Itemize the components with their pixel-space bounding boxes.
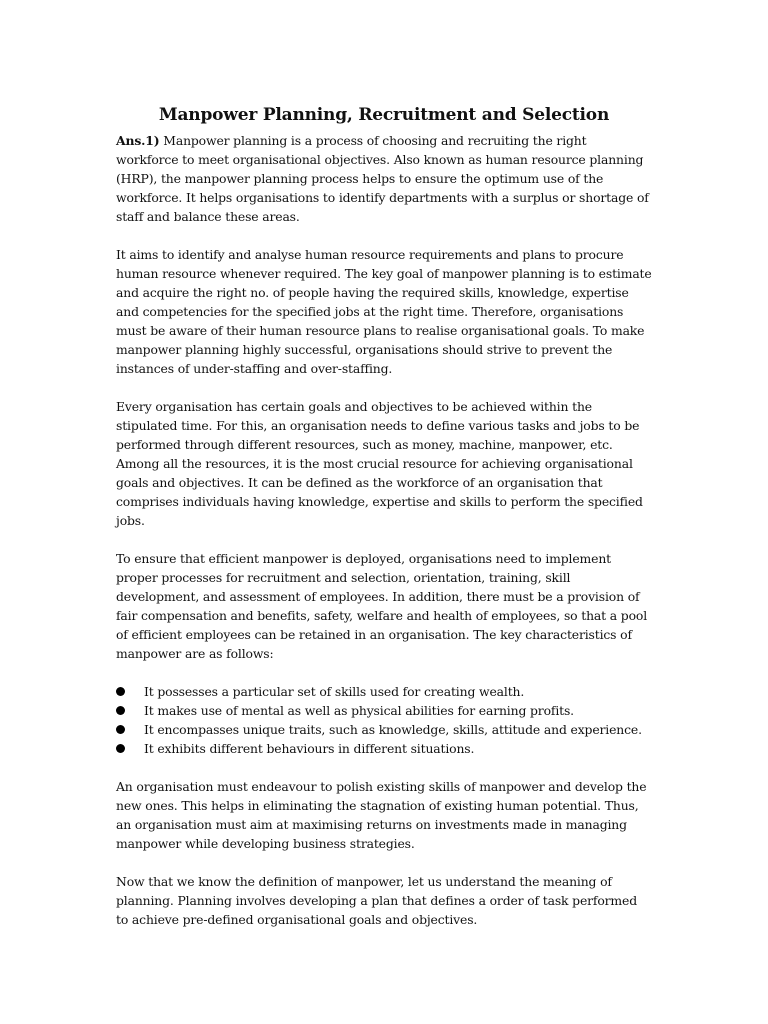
list-item xyxy=(116,682,652,701)
list-item-text: It possesses a particular set of skills used for creating wealth. xyxy=(144,684,525,699)
bullet-icon xyxy=(116,687,125,696)
intro-text: Manpower planning is a process of choosing and recruiting the right workforce to meet organisational objectives. Also known as human resource planning (HRP), the manpower planning process helps to ensure the optimum use of the workforce. It helps organisations to identify departments with a surplus or shortage of staff and balance these areas. xyxy=(116,133,649,224)
intro-paragraph xyxy=(116,131,652,226)
bullet-icon xyxy=(116,706,125,715)
body-paragraph: To ensure that efficient manpower is deployed, organisations need to implement proper processes for recruitment and selection, orientation, training, skill development, and assessment of employees. In addition, there must be a provision of fair compensation and benefits, safety, welfare and health of employees, so that a pool of efficient employees can be retained in an organisation. The key characteristics of manpower are as follows: xyxy=(116,551,648,661)
list-item-text: It exhibits different behaviours in different situations. xyxy=(144,741,475,756)
bullet-icon xyxy=(116,744,125,753)
list-item-text: It makes use of mental as well as physical abilities for earning profits. xyxy=(144,703,574,718)
document-page xyxy=(116,103,652,948)
document-title: Manpower Planning, Recruitment and Selection xyxy=(158,105,610,125)
body-paragraph: It aims to identify and analyse human resource requirements and plans to procure human resource whenever required. The key goal of manpower planning is to estimate and acquire the right no. of people having the required skills, knowledge, expertise and competencies for the specified jobs at the right time. Therefore, organisations must be aware of their human resource plans to realise organisational goals. To make manpower planning highly successful, organisations should strive to prevent the instances of under-staffing and over-staffing. xyxy=(116,247,652,376)
body-paragraph: Every organisation has certain goals and objectives to be achieved within the stipulated time. For this, an organisation needs to define various tasks and jobs to be performed through different resources, such as money, machine, manpower, etc. Among all the resources, it is the most crucial resource for achieving organisational goals and objectives. It can be defined as the workforce of an organisation that comprises individuals having knowledge, expertise and skills to perform the specified jobs. xyxy=(116,399,643,528)
body-paragraph: Now that we know the definition of manpower, let us understand the meaning of planning. Planning involves developing a plan that defines a order of task performed to achieve pre-defined organisational goals and objectives. xyxy=(116,874,637,927)
answer-label: Ans.1) xyxy=(116,133,160,148)
list-item-text: It encompasses unique traits, such as knowledge, skills, attitude and experience. xyxy=(144,722,642,737)
list-item xyxy=(116,701,652,720)
characteristics-list xyxy=(116,682,652,758)
list-item xyxy=(116,739,652,758)
body-paragraph: An organisation must endeavour to polish existing skills of manpower and develop the new ones. This helps in eliminating the stagnation of existing human potential. Thus, an organisation must aim at maximising returns on investments made in managing manpower while developing business strategies. xyxy=(116,779,647,851)
list-item xyxy=(116,720,652,739)
bullet-icon xyxy=(116,725,125,734)
